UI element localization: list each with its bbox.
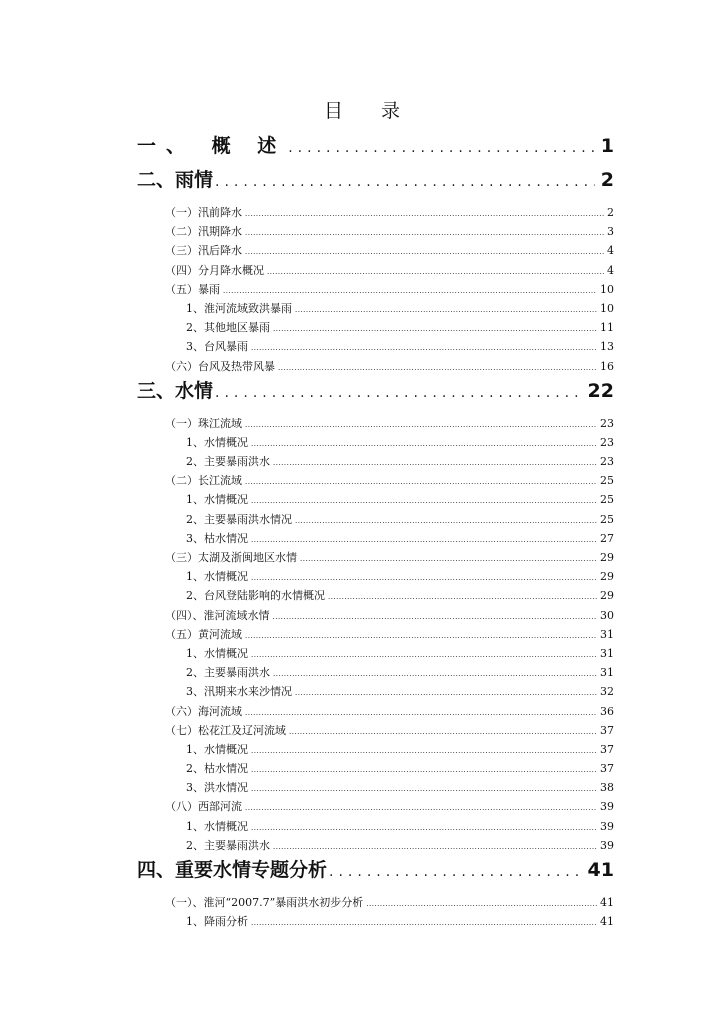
toc-subsection-entry[interactable] <box>186 433 614 452</box>
dot-leader <box>328 588 597 607</box>
toc-section-entry[interactable] <box>165 261 614 280</box>
toc-page-number: 29 <box>600 589 614 603</box>
dot-leader <box>245 205 604 224</box>
toc-entry-label: 2、主要暴雨洪水 <box>186 455 270 469</box>
toc-entry-label: 1、水情概况 <box>186 742 248 756</box>
toc-page-number: 30 <box>600 608 614 622</box>
dot-leader <box>267 263 604 282</box>
dot-leader <box>366 895 597 914</box>
toc-chapter-entry[interactable] <box>137 165 614 203</box>
toc-subsection-entry[interactable] <box>186 490 614 509</box>
toc-section-entry[interactable] <box>165 702 614 721</box>
toc-page-number: 23 <box>600 416 614 430</box>
toc-entry-label: 3、台风暴雨 <box>186 340 248 354</box>
dot-leader <box>251 492 597 511</box>
toc-entry-label: 2、台风登陆影响的水情概况 <box>186 589 325 603</box>
toc-page-number: 38 <box>600 781 614 795</box>
toc-subsection-entry[interactable] <box>186 836 614 855</box>
toc-entry-label: （三）汛后降水 <box>165 244 242 258</box>
toc-subsection-entry[interactable] <box>186 529 614 548</box>
toc-subsection-entry[interactable] <box>186 759 614 778</box>
toc-section-entry[interactable] <box>165 280 614 299</box>
dot-leader <box>251 531 597 550</box>
toc-entry-label: 2、主要暴雨洪水 <box>186 838 270 852</box>
toc-page-number: 22 <box>587 379 614 402</box>
toc-entry-label: 1、水情概况 <box>186 819 248 833</box>
dot-leader <box>251 646 597 665</box>
dot-leader <box>273 608 598 627</box>
toc-entry-label: 1、水情概况 <box>186 570 248 584</box>
toc-page-number: 4 <box>607 263 614 277</box>
dot-leader <box>245 627 597 646</box>
toc-page-number: 39 <box>600 800 614 814</box>
toc-entry-label: （八）西部河流 <box>165 800 242 814</box>
dot-leader <box>251 339 597 358</box>
dot-leader <box>245 473 597 492</box>
toc-entry-label: （六）海河流域 <box>165 704 242 718</box>
dot-leader <box>251 819 597 838</box>
toc-page-number: 41 <box>600 896 614 909</box>
toc-subsection-entry[interactable] <box>186 452 614 471</box>
dot-leader <box>245 224 604 243</box>
toc-entry-label: 1、水情概况 <box>186 435 248 449</box>
dot-leader <box>251 914 597 933</box>
toc-page-number: 41 <box>587 859 614 881</box>
toc-section-entry[interactable] <box>165 414 614 433</box>
dot-leader <box>215 174 595 190</box>
toc-entry-label: 3、汛期来水来沙情况 <box>186 685 292 699</box>
toc-subsection-entry[interactable] <box>186 912 614 931</box>
dot-leader <box>245 416 597 435</box>
toc-entry-label: （一）汛前降水 <box>165 206 242 219</box>
toc-entry-label: （五）黄河流域 <box>165 627 242 641</box>
toc-page-number: 31 <box>600 627 614 641</box>
dot-leader <box>295 301 597 320</box>
toc-page-number: 31 <box>600 666 614 680</box>
toc-section-entry[interactable] <box>165 471 614 490</box>
toc-page-number: 41 <box>600 915 614 929</box>
toc-entry-label: 2、枯水情况 <box>186 762 248 776</box>
toc-subsection-entry[interactable] <box>186 740 614 759</box>
toc-section-entry[interactable] <box>165 606 614 625</box>
toc-subsection-entry[interactable] <box>186 644 614 663</box>
toc-page-number: 32 <box>600 685 614 699</box>
toc-subsection-entry[interactable] <box>186 778 614 797</box>
dot-leader <box>245 243 604 262</box>
toc-subsection-entry[interactable] <box>186 510 614 529</box>
toc-page-number: 10 <box>600 301 614 315</box>
toc-entry-label: （五）暴雨 <box>165 282 220 296</box>
toc-entry-label: （二）汛期降水 <box>165 225 242 239</box>
dot-leader <box>289 723 597 742</box>
dot-leader <box>251 742 597 761</box>
dot-leader <box>273 320 597 339</box>
toc-entry-label: （二）长江流域 <box>165 474 242 488</box>
toc-page-number: 27 <box>600 531 614 545</box>
toc-title: 目 录 <box>323 100 400 122</box>
toc-entry-label: 1、水情概况 <box>186 493 248 507</box>
toc-entry-label: 三、水情 <box>137 379 214 402</box>
toc-entry-label: 3、枯水情况 <box>186 531 248 545</box>
toc-page-number: 16 <box>600 359 614 373</box>
dot-leader <box>273 665 597 684</box>
toc-section-entry[interactable] <box>165 241 614 260</box>
toc-chapter-entry[interactable] <box>137 376 614 414</box>
table-of-contents <box>0 131 724 931</box>
toc-entry-label: 1、降雨分析 <box>186 915 248 929</box>
toc-page-number: 25 <box>600 493 614 507</box>
toc-page-number: 39 <box>600 819 614 833</box>
toc-entry-label: 3、洪水情况 <box>186 781 248 795</box>
dot-leader <box>251 761 597 780</box>
toc-page-number: 11 <box>600 321 614 335</box>
dot-leader <box>251 435 597 454</box>
toc-subsection-entry[interactable] <box>186 567 614 586</box>
toc-page-number: 37 <box>600 742 614 756</box>
toc-entry-label: 一、 概 述 <box>137 135 287 157</box>
toc-page-number: 29 <box>600 570 614 584</box>
toc-section-entry[interactable] <box>165 357 614 376</box>
toc-subsection-entry[interactable] <box>186 663 614 682</box>
toc-page-number: 39 <box>600 838 614 852</box>
toc-page-number: 1 <box>600 135 614 157</box>
toc-subsection-entry[interactable] <box>186 318 614 337</box>
toc-entry-label: （六）台风及热带风暴 <box>165 359 275 373</box>
toc-page-number: 10 <box>600 282 614 296</box>
dot-leader <box>245 799 597 818</box>
toc-entry-label: （三）太湖及浙闽地区水情 <box>165 551 297 564</box>
toc-entry-label: （一）、淮河“2007.7”暴雨洪水初步分析 <box>165 896 364 909</box>
toc-subsection-entry[interactable] <box>186 817 614 836</box>
dot-leader <box>251 780 597 799</box>
toc-page-number: 2 <box>607 206 614 219</box>
toc-chapter-entry[interactable] <box>137 855 614 893</box>
toc-entry-label: 2、主要暴雨洪水情况 <box>186 512 292 526</box>
toc-page-number: 29 <box>600 551 614 564</box>
toc-page-number: 3 <box>607 225 614 239</box>
toc-section-entry[interactable] <box>165 797 614 816</box>
toc-section-entry[interactable] <box>165 893 614 912</box>
toc-entry-label: 2、其他地区暴雨 <box>186 321 270 335</box>
toc-page-number: 37 <box>600 723 614 737</box>
toc-subsection-entry[interactable] <box>186 682 614 701</box>
toc-page-number: 36 <box>600 704 614 718</box>
dot-leader <box>295 684 597 703</box>
toc-page-number: 37 <box>600 762 614 776</box>
dot-leader <box>215 385 582 401</box>
toc-entry-label: （一）珠江流域 <box>165 416 242 430</box>
toc-entry-label: （四）、淮河流域水情 <box>165 608 270 622</box>
toc-page-number: 25 <box>600 512 614 526</box>
toc-subsection-entry[interactable] <box>186 337 614 356</box>
toc-entry-label: 二、雨情 <box>137 169 214 191</box>
toc-page-number: 2 <box>600 169 614 191</box>
toc-subsection-entry[interactable] <box>186 586 614 605</box>
toc-section-entry[interactable] <box>165 548 614 567</box>
dot-leader <box>300 550 597 569</box>
toc-entry-label: 2、主要暴雨洪水 <box>186 666 270 680</box>
toc-section-entry[interactable] <box>165 625 614 644</box>
dot-leader <box>329 864 582 880</box>
toc-entry-label: （四）分月降水概况 <box>165 263 264 277</box>
toc-chapter-entry[interactable] <box>137 131 614 165</box>
toc-section-entry[interactable] <box>165 222 614 241</box>
dot-leader <box>278 359 597 378</box>
toc-page-number: 23 <box>600 455 614 469</box>
dot-leader <box>295 512 597 531</box>
toc-subsection-entry[interactable] <box>186 299 614 318</box>
toc-page-number: 4 <box>607 244 614 258</box>
toc-page-number: 31 <box>600 646 614 660</box>
toc-page-number: 23 <box>600 435 614 449</box>
dot-leader <box>245 704 597 723</box>
toc-section-entry[interactable] <box>165 203 614 222</box>
toc-entry-label: （七）松花江及辽河流域 <box>165 723 286 737</box>
toc-section-entry[interactable] <box>165 721 614 740</box>
toc-page-number: 25 <box>600 474 614 488</box>
toc-page-number: 13 <box>600 340 614 354</box>
dot-leader <box>273 454 597 473</box>
toc-entry-label: 1、水情概况 <box>186 646 248 660</box>
dot-leader <box>288 140 595 156</box>
toc-entry-label: 四、重要水情专题分析 <box>137 859 328 881</box>
toc-entry-label: 1、淮河流域致洪暴雨 <box>186 301 292 315</box>
